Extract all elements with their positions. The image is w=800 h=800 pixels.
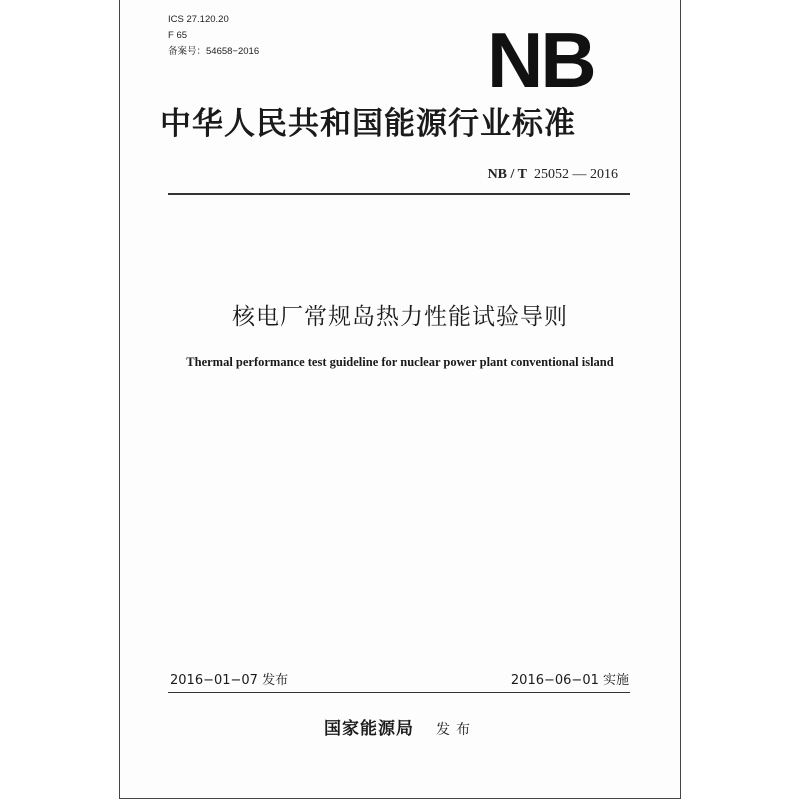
footer-divider (168, 692, 630, 693)
standard-code: 25052 — 2016 (534, 167, 618, 182)
document-title-english: Thermal performance test guideline for nuclear power plant conventional island (186, 355, 614, 369)
publisher-organization: 国家能源局 (324, 719, 414, 739)
nb-logo: NB (487, 16, 594, 104)
standard-prefix: NB / T (487, 167, 527, 182)
standard-number (300, 166, 618, 184)
class-code: F 65 (168, 30, 188, 41)
effective-date: 2016−06−01 实施 (510, 673, 629, 688)
document-title-chinese: 核电厂常规岛热力性能试验导则 (232, 304, 568, 330)
publish-action: 发布 (436, 722, 476, 738)
publisher-line (120, 716, 680, 743)
classification-block (168, 12, 259, 60)
record-number: 备案号：54658−2016 (168, 46, 260, 57)
header-divider (168, 193, 630, 195)
issue-date: 2016−01−07 发布 (170, 673, 289, 688)
industry-standard-title: 中华人民共和国能源行业标准 (160, 106, 576, 142)
ics-code: ICS 27.120.20 (168, 14, 229, 25)
